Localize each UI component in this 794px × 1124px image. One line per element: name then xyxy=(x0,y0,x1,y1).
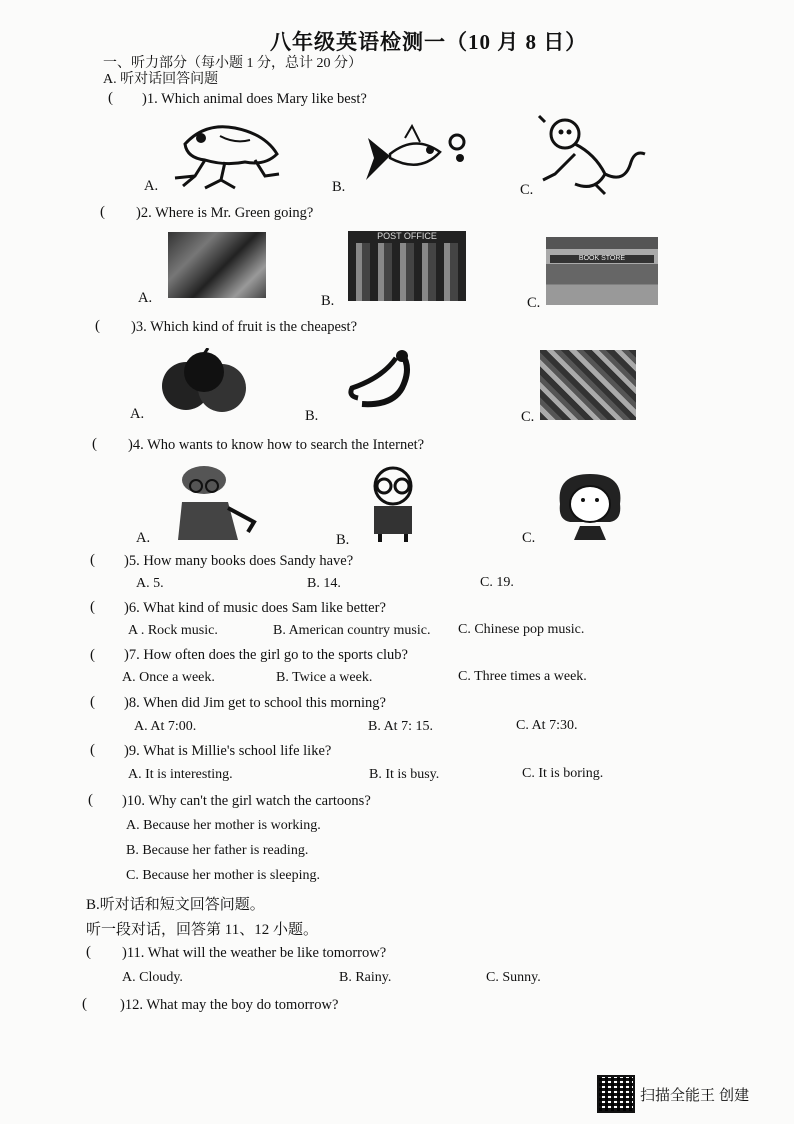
option-a[interactable]: A. Cloudy. xyxy=(122,970,183,985)
section-a-heading: A. 听对话回答问题 xyxy=(103,72,219,87)
fish-icon xyxy=(360,124,470,190)
part1-heading: 一、听力部分（每小题 1 分，总计 20 分） xyxy=(103,56,362,71)
option-letter-c[interactable]: C. xyxy=(527,295,541,311)
answer-paren[interactable]: ( xyxy=(92,436,97,452)
boy-glasses-image xyxy=(358,464,428,542)
option-c[interactable]: C. 19. xyxy=(480,575,514,590)
option-b[interactable]: B. Rainy. xyxy=(339,970,392,985)
option-c[interactable]: C. Sunny. xyxy=(486,970,541,985)
option-b[interactable]: B. Twice a week. xyxy=(276,670,373,685)
option-letter-b[interactable]: B. xyxy=(332,179,346,195)
answer-paren[interactable]: ( xyxy=(95,318,100,334)
option-a[interactable]: A . Rock music. xyxy=(128,623,218,638)
answer-paren[interactable]: ( xyxy=(90,694,95,710)
frog-icon xyxy=(165,114,285,192)
option-c[interactable]: C. At 7:30. xyxy=(516,718,578,733)
old-woman-image xyxy=(168,462,260,542)
option-b[interactable]: B. Because her father is reading. xyxy=(126,843,309,858)
section-b-heading: B.听对话和短文回答问题。 xyxy=(86,897,265,913)
option-b[interactable]: B. At 7: 15. xyxy=(368,719,433,734)
option-c[interactable]: C. Chinese pop music. xyxy=(458,622,585,637)
option-a[interactable]: A. Because her mother is working. xyxy=(126,818,321,833)
option-letter-b[interactable]: B. xyxy=(305,408,319,424)
scanner-watermark: 扫描全能王 创建 xyxy=(640,1087,750,1104)
answer-paren[interactable]: ( xyxy=(88,792,93,808)
answer-paren[interactable]: ( xyxy=(108,90,113,106)
option-letter-a[interactable]: A. xyxy=(144,178,159,194)
question-1: )1. Which animal does Mary like best? xyxy=(142,91,367,107)
section-b-instruction: 听一段对话，回答第 11、12 小题。 xyxy=(86,922,318,938)
monkey-icon xyxy=(535,114,647,196)
option-b[interactable]: B. It is busy. xyxy=(369,767,440,782)
supermarket-photo xyxy=(168,232,266,298)
option-c[interactable]: C. Because her mother is sleeping. xyxy=(126,868,321,883)
option-letter-a[interactable]: A. xyxy=(138,290,153,306)
option-letter-c[interactable]: C. xyxy=(521,409,535,425)
answer-paren[interactable]: ( xyxy=(90,742,95,758)
question-10: )10. Why can't the girl watch the cartoons? xyxy=(122,793,371,809)
option-letter-b[interactable]: B. xyxy=(336,532,350,548)
answer-paren[interactable]: ( xyxy=(90,647,95,663)
question-8: )8. When did Jim get to school this morning? xyxy=(124,695,386,711)
question-5: )5. How many books does Sandy have? xyxy=(124,553,354,569)
option-b[interactable]: B. 14. xyxy=(307,576,341,591)
post-office-photo xyxy=(348,231,466,301)
qr-code-icon xyxy=(597,1075,635,1113)
question-4: )4. Who wants to know how to search the Internet? xyxy=(128,437,425,453)
question-2: )2. Where is Mr. Green going? xyxy=(136,205,314,221)
question-12: )12. What may the boy do tomorrow? xyxy=(120,997,339,1013)
answer-paren[interactable]: ( xyxy=(82,996,87,1012)
question-6: )6. What kind of music does Sam like better? xyxy=(124,600,386,616)
bananas-image xyxy=(342,348,422,412)
option-letter-a[interactable]: A. xyxy=(136,530,151,546)
answer-paren[interactable]: ( xyxy=(90,599,95,615)
bookstore-sign: BOOK STORE xyxy=(550,255,654,263)
bookstore-photo xyxy=(546,237,658,305)
girl-image xyxy=(550,470,630,540)
answer-paren[interactable]: ( xyxy=(86,944,91,960)
answer-paren[interactable]: ( xyxy=(100,204,105,220)
option-c[interactable]: C. It is boring. xyxy=(522,766,604,781)
question-3: )3. Which kind of fruit is the cheapest? xyxy=(131,319,358,335)
question-7: )7. How often does the girl go to the sports club? xyxy=(124,647,408,663)
option-c[interactable]: C. Three times a week. xyxy=(458,669,587,684)
option-a[interactable]: A. Once a week. xyxy=(122,670,215,685)
question-11: )11. What will the weather be like tomorrow? xyxy=(122,945,387,961)
option-a[interactable]: A. At 7:00. xyxy=(134,719,197,734)
option-letter-c[interactable]: C. xyxy=(520,182,534,198)
question-9: )9. What is Millie's school life like? xyxy=(124,743,332,759)
option-letter-a[interactable]: A. xyxy=(130,406,145,422)
page-title: 八年级英语检测一（10 月 8 日） xyxy=(270,30,588,54)
apples-image xyxy=(156,348,252,414)
option-letter-c[interactable]: C. xyxy=(522,530,536,546)
option-letter-b[interactable]: B. xyxy=(321,293,335,309)
option-a[interactable]: A. 5. xyxy=(136,576,164,591)
pineapple-photo xyxy=(540,350,636,420)
option-a[interactable]: A. It is interesting. xyxy=(128,767,233,782)
post-office-sign: POST OFFICE xyxy=(348,231,466,243)
answer-paren[interactable]: ( xyxy=(90,552,95,568)
option-b[interactable]: B. American country music. xyxy=(273,623,431,638)
